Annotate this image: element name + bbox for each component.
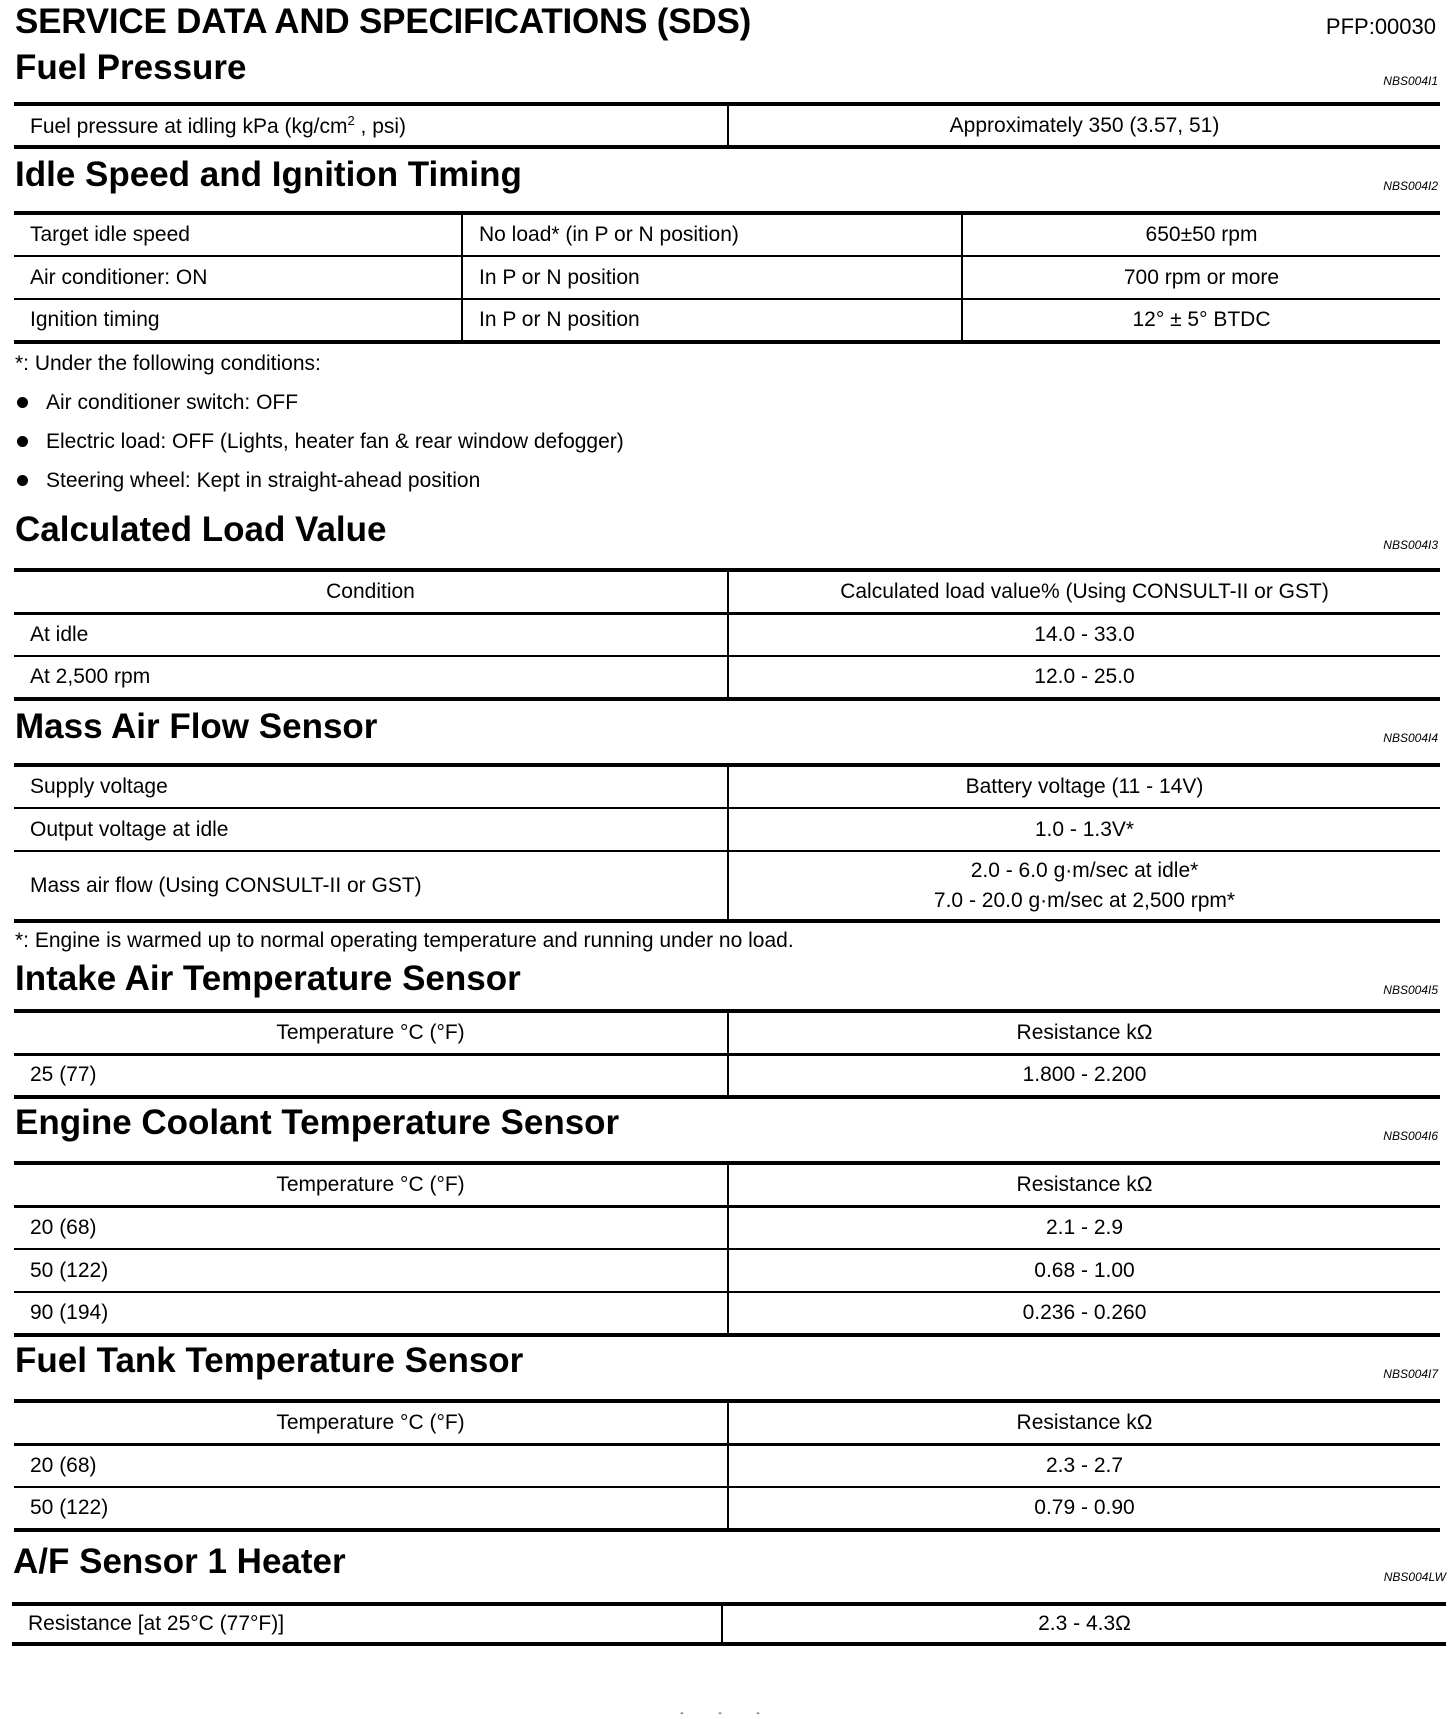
row-temp: 50 (122) — [14, 1249, 728, 1292]
row-value: 0.236 - 0.260 — [728, 1292, 1440, 1335]
bullet-item: Steering wheel: Kept in straight-ahead position — [14, 461, 1442, 500]
column-header: Temperature °C (°F) — [14, 1011, 728, 1054]
section-idle-speed — [14, 149, 1442, 500]
sds-page — [13, 0, 1446, 1646]
page-title: SERVICE DATA AND SPECIFICATIONS (SDS) — [15, 2, 752, 41]
row-item: Resistance [at 25°C (77°F)] — [28, 1612, 285, 1635]
row-temp: 20 (68) — [30, 1215, 97, 1239]
row-condition: No load* (in P or N position) — [462, 213, 962, 256]
page-code: PFP:00030 — [1325, 14, 1436, 39]
row-value: 650±50 rpm — [962, 213, 1440, 256]
table-row — [14, 656, 1440, 699]
row-value: 0.79 - 0.90 — [728, 1487, 1440, 1530]
bullet-item: Air conditioner switch: OFF — [14, 383, 1442, 422]
row-temp: 90 (194) — [14, 1292, 728, 1335]
row-condition: At 2,500 rpm — [14, 656, 728, 699]
row-item: Air conditioner: ON — [14, 256, 462, 299]
calculated-load-table — [14, 568, 1440, 701]
table-row — [14, 1487, 1440, 1530]
af-heater-table — [12, 1602, 1446, 1646]
section-code: NBS004I7 — [1383, 1367, 1438, 1381]
page-header — [14, 0, 1442, 48]
footnote: *: Engine is warmed up to normal operating temperature and running under no load. — [15, 929, 794, 952]
footnote: *: Under the following conditions: — [15, 352, 321, 375]
section-code: NBS004I2 — [1383, 179, 1438, 193]
table-row — [14, 808, 1440, 851]
column-header: Resistance kΩ — [728, 1401, 1440, 1444]
ect-sensor-table — [14, 1161, 1440, 1337]
row-value: Battery voltage (11 - 14V) — [728, 765, 1440, 808]
section-iat-sensor — [14, 959, 1442, 1099]
row-label: Fuel pressure at idling kPa ($kg/cm^2$ , psi) — [30, 112, 407, 138]
section-code: NBS004I3 — [1383, 538, 1438, 552]
section-fuel-tank-temp — [14, 1337, 1442, 1532]
row-item: Supply voltage — [30, 775, 168, 798]
table-header-row — [14, 1401, 1440, 1444]
page-footer-marks: - - - — [680, 1708, 776, 1719]
table-row — [14, 256, 1440, 299]
iat-sensor-table — [14, 1009, 1440, 1099]
column-header: Resistance kΩ — [728, 1011, 1440, 1054]
table-row — [14, 851, 1440, 921]
table-row — [14, 613, 1440, 656]
row-value: 2.3 - 4.3Ω — [722, 1604, 1446, 1644]
section-title: Fuel Pressure — [15, 48, 247, 87]
table-header-row — [14, 1163, 1440, 1206]
bullet-icon — [17, 397, 28, 408]
column-header: Temperature °C (°F) — [14, 1401, 728, 1444]
column-header: Resistance kΩ — [728, 1163, 1440, 1206]
table-row — [14, 1444, 1440, 1487]
section-af-heater — [12, 1532, 1446, 1646]
row-value: 14.0 - 33.0 — [728, 613, 1440, 656]
row-condition: In P or N position — [462, 299, 962, 342]
row-condition: In P or N position — [462, 256, 962, 299]
table-row — [12, 1604, 1446, 1644]
row-value: 0.68 - 1.00 — [728, 1249, 1440, 1292]
row-value: 2.3 - 2.7 — [728, 1444, 1440, 1487]
row-value: 12.0 - 25.0 — [728, 656, 1440, 699]
section-title: Intake Air Temperature Sensor — [15, 959, 521, 998]
fuel-tank-temp-table — [14, 1399, 1440, 1532]
row-value: 12° ± 5° BTDC — [962, 299, 1440, 342]
section-maf-sensor — [14, 701, 1442, 959]
column-header: Calculated load value% (Using CONSULT-II or GST) — [728, 570, 1440, 613]
section-code: NBS004I6 — [1383, 1129, 1438, 1143]
section-ect-sensor — [14, 1099, 1442, 1337]
row-item: Mass air flow (Using CONSULT-II or GST) — [14, 851, 728, 921]
section-title: Idle Speed and Ignition Timing — [15, 155, 522, 194]
section-code: NBS004LW — [1383, 1570, 1446, 1584]
section-title: Calculated Load Value — [15, 510, 387, 549]
row-temp: 20 (68) — [30, 1453, 97, 1477]
row-value: 1.800 - 2.200 — [728, 1054, 1440, 1097]
section-title: Fuel Tank Temperature Sensor — [15, 1341, 524, 1380]
row-value: 700 rpm or more — [962, 256, 1440, 299]
column-header: Temperature °C (°F) — [14, 1163, 728, 1206]
fuel-pressure-table — [14, 102, 1440, 149]
table-row — [14, 1292, 1440, 1335]
table-header-row — [14, 1011, 1440, 1054]
section-title: Mass Air Flow Sensor — [15, 707, 378, 746]
section-title: A/F Sensor 1 Heater — [13, 1542, 346, 1581]
section-calculated-load — [14, 500, 1442, 701]
table-header-row — [14, 570, 1440, 613]
row-item: Output voltage at idle — [14, 808, 728, 851]
table-row — [14, 104, 1440, 147]
table-row — [14, 765, 1440, 808]
idle-speed-table — [14, 211, 1440, 344]
row-item: Target idle speed — [30, 223, 190, 246]
bullet-icon — [17, 475, 28, 486]
section-code: NBS004I4 — [1383, 731, 1438, 745]
table-row — [14, 1054, 1440, 1097]
table-row — [14, 1249, 1440, 1292]
section-title: Engine Coolant Temperature Sensor — [15, 1103, 620, 1142]
column-header: Condition — [14, 570, 728, 613]
row-temp: 50 (122) — [14, 1487, 728, 1530]
row-value: 1.0 - 1.3V* — [728, 808, 1440, 851]
table-row — [14, 1206, 1440, 1249]
row-condition: At idle — [30, 622, 89, 646]
row-value: 2.0 - 6.0 g·m/sec at idle* 7.0 - 20.0 g·m/sec at 2,500 rpm* — [728, 851, 1440, 921]
row-value: Approximately 350 (3.57, 51) — [728, 104, 1440, 147]
section-code: NBS004I5 — [1383, 983, 1438, 997]
bullet-item: Electric load: OFF (Lights, heater fan & rear window defogger) — [14, 422, 1442, 461]
section-code: NBS004I1 — [1383, 74, 1438, 88]
row-item: Ignition timing — [14, 299, 462, 342]
table-row — [14, 299, 1440, 342]
section-fuel-pressure — [14, 44, 1442, 149]
row-temp: 25 (77) — [30, 1063, 97, 1087]
row-value: 2.1 - 2.9 — [728, 1206, 1440, 1249]
maf-sensor-table — [14, 763, 1440, 923]
table-row — [14, 213, 1440, 256]
bullet-icon — [17, 436, 28, 447]
